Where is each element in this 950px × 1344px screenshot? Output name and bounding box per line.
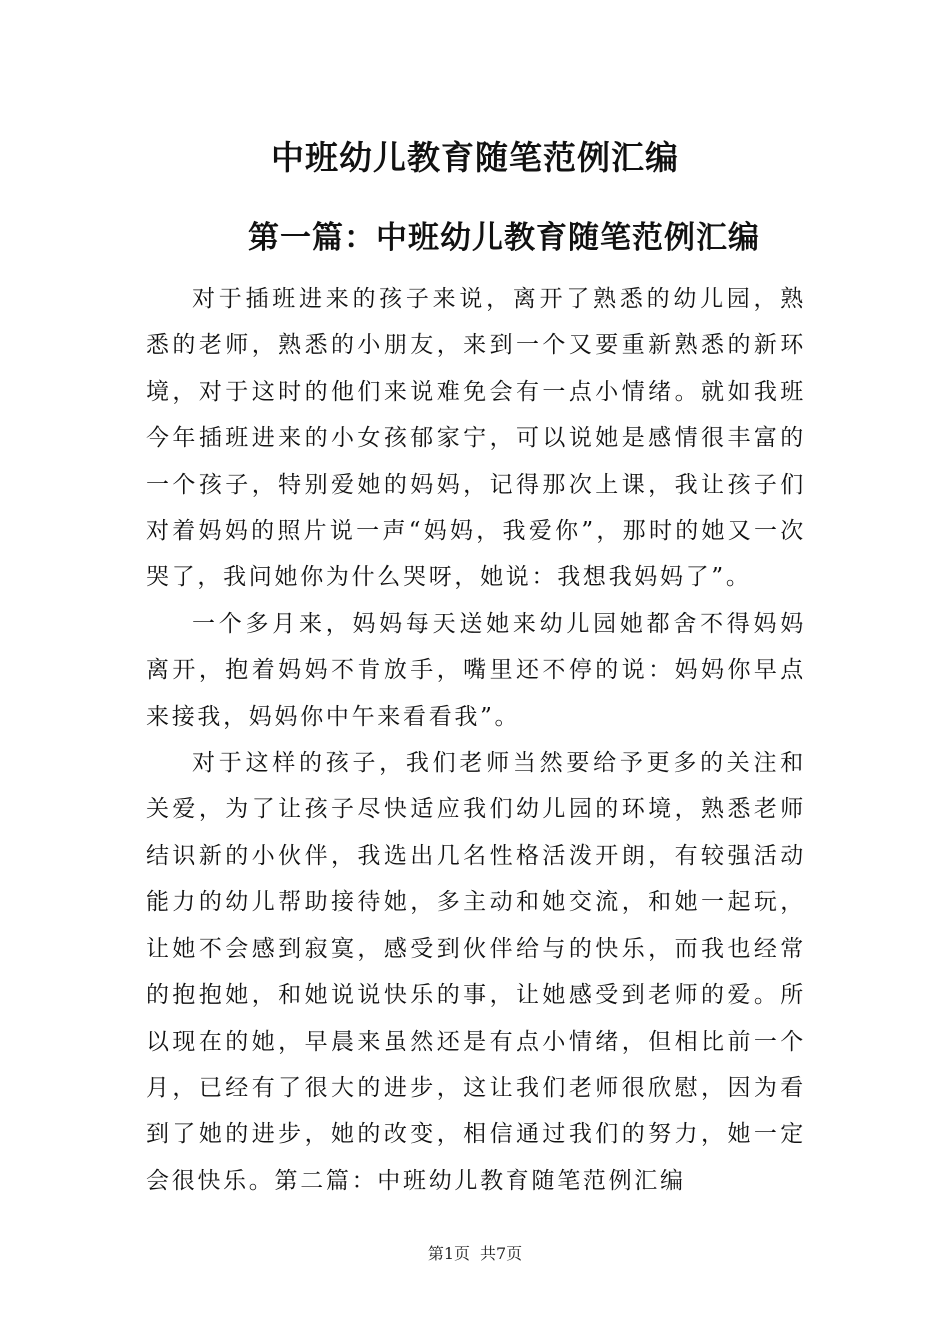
page-footer xyxy=(0,1244,950,1264)
document-title: 中班幼儿教育随笔范例汇编 xyxy=(271,138,679,177)
body-text xyxy=(146,276,806,1204)
paragraph-2: 一个多月来，妈妈每天送她来幼儿园她都舍不得妈妈离开，抱着妈妈不肯放手，嘴里还不停的说：妈妈你早点来接我，妈妈你中午来看看我”。 xyxy=(146,610,806,730)
page-number: 第1页 xyxy=(427,1244,470,1263)
section-title: 第一篇：中班幼儿教育随笔范例汇编 xyxy=(248,220,760,256)
page-total: 共7页 xyxy=(480,1244,523,1263)
paragraph-1: 对于插班进来的孩子来说，离开了熟悉的幼儿园，熟悉的老师，熟悉的小朋友，来到一个又要重新熟悉的新环境，对于这时的他们来说难免会有一点小情绪。就如我班今年插班进来的小女孩郁家宁，可以说她是感情很丰富的一个孩子，特别爱她的妈妈，记得那次上课，我让孩子们对着妈妈的照片说一声“妈妈，我爱你”，那时的她又一次哭了，我问她你为什么哭呀，她说：我想我妈妈了”。 xyxy=(146,286,806,591)
paragraph-3: 对于这样的孩子，我们老师当然要给予更多的关注和关爱，为了让孩子尽快适应我们幼儿园的环境，熟悉老师结识新的小伙伴，我选出几名性格活泼开朗，有较强活动能力的幼儿帮助接待她，多主动和她交流，和她一起玩，让她不会感到寂寞，感受到伙伴给与的快乐，而我也经常的抱抱她，和她说说快乐的事，让她感受到老师的爱。所以现在的她，早晨来虽然还是有点小情绪，但相比前一个月，已经有了很大的进步，这让我们老师很欣慰，因为看到了她的进步，她的改变，相信通过我们的努力，她一定会很快乐。第二篇：中班幼儿教育随笔范例汇编 xyxy=(146,750,806,1194)
